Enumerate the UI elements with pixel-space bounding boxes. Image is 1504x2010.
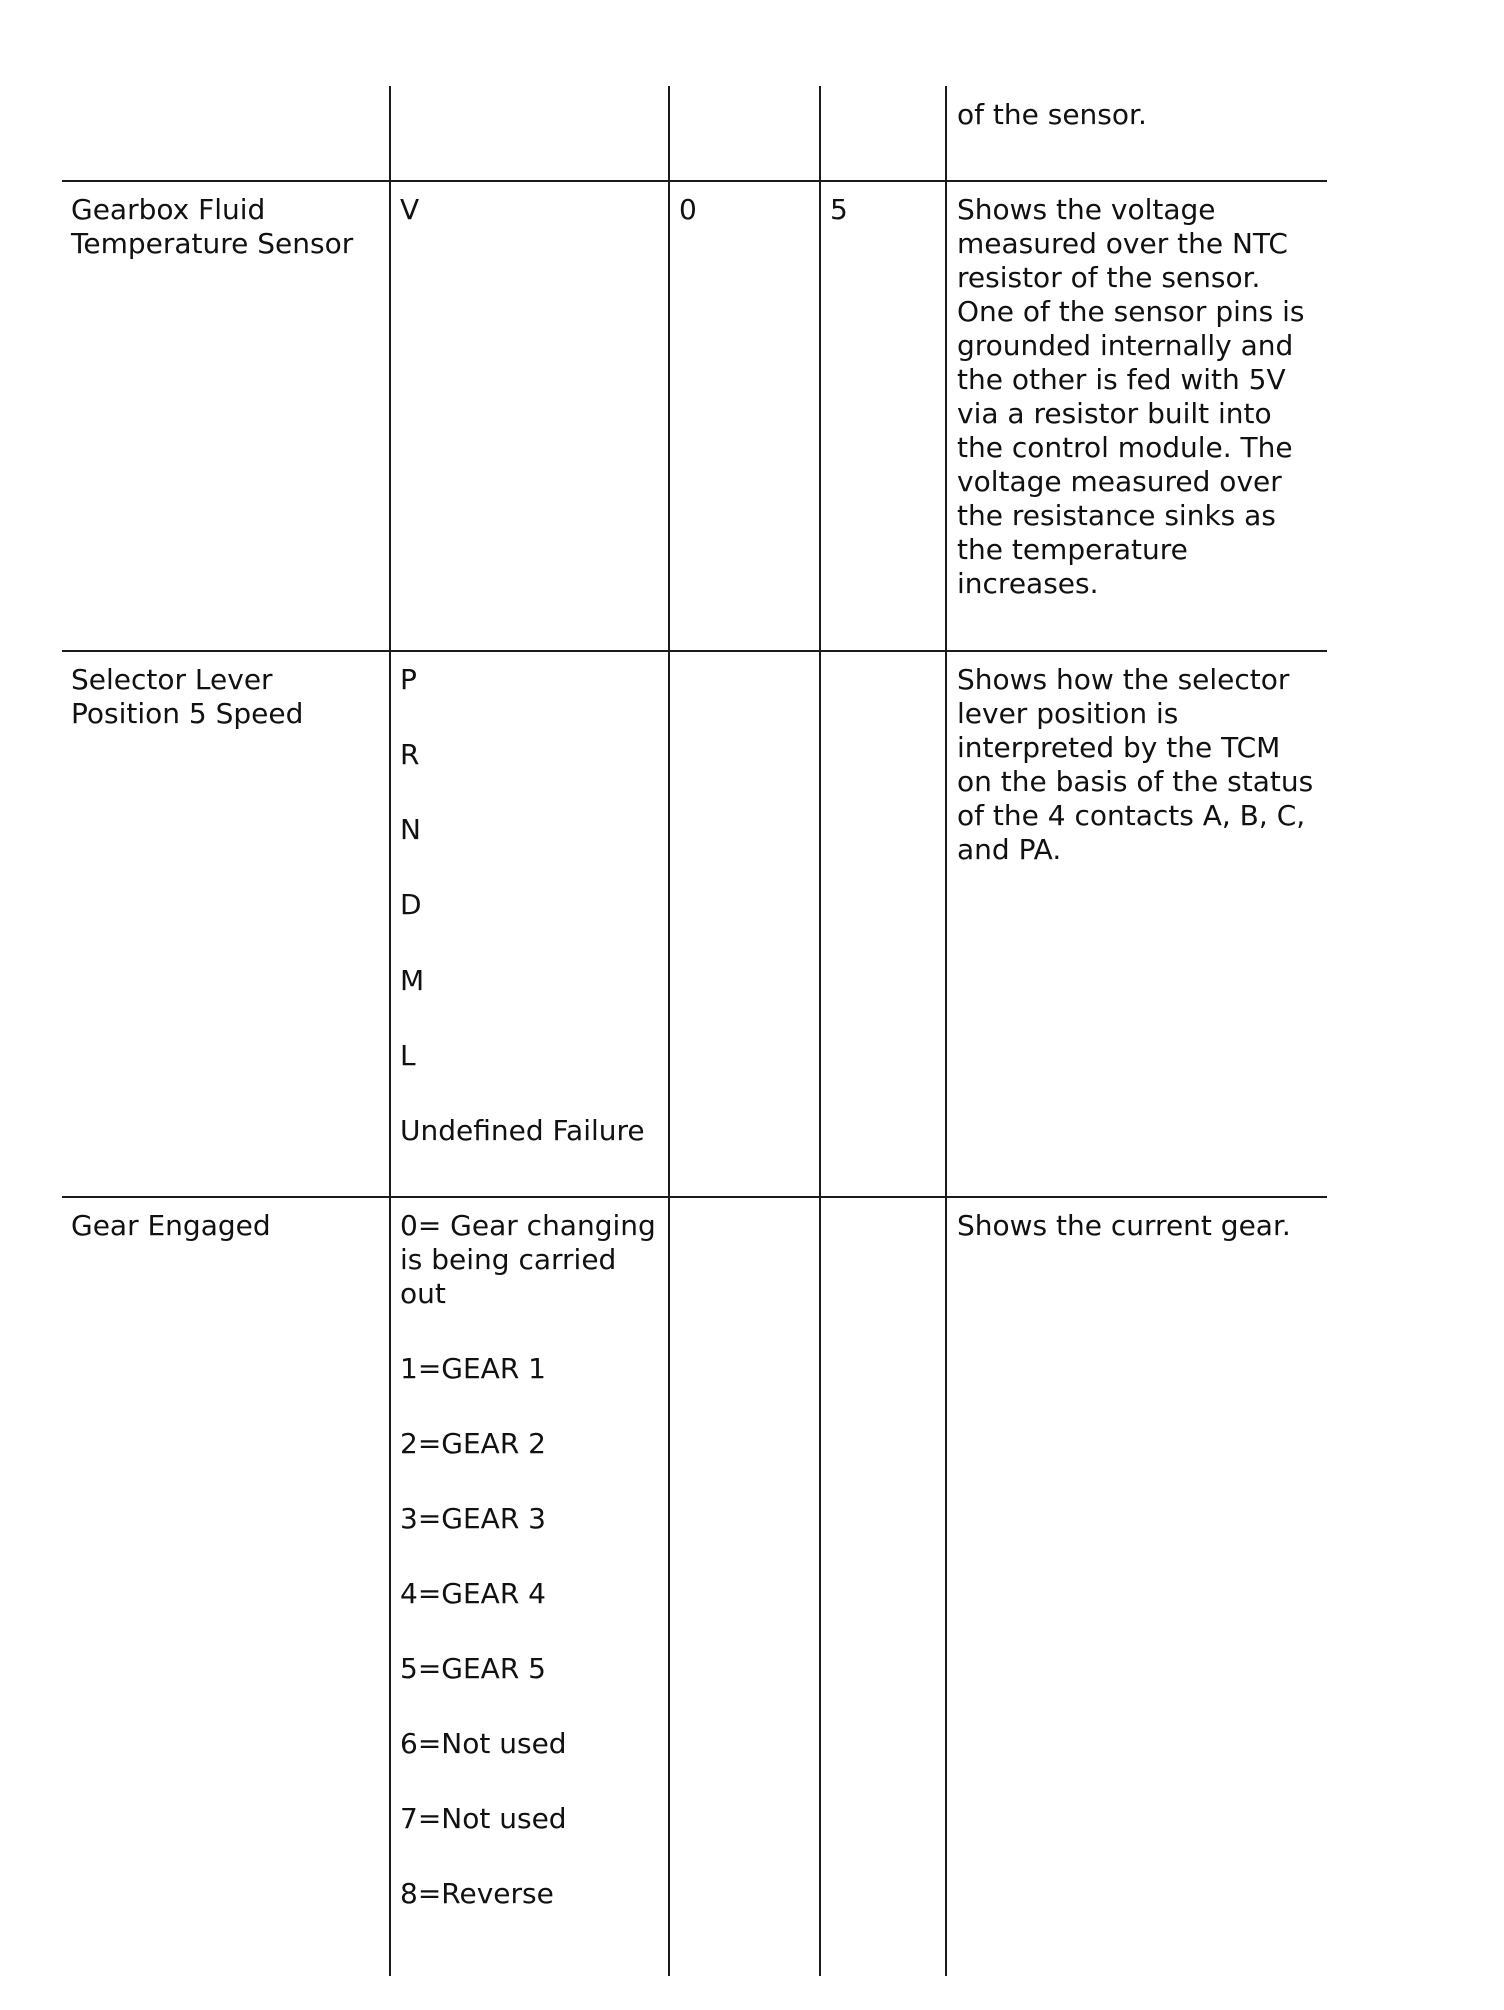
column-divider-4 [945, 86, 947, 1976]
row-3-description: Shows the current gear. [957, 1209, 1291, 1242]
row-2-option-l: L [400, 1039, 416, 1072]
row-2-option-m: M [400, 964, 425, 997]
row-divider-2 [62, 650, 1327, 652]
row-2-description: Shows how the selector lever position is interpreted by the TCM on the basis of the status of the 4 contacts A, B, C, and PA. [957, 663, 1314, 866]
row-3-option-7: 7=Not used [400, 1802, 567, 1835]
row-3-option-0: 0= Gear changing is being carried out [400, 1209, 656, 1310]
row-3-option-8: 8=Reverse [400, 1877, 554, 1910]
row-1-name: Gearbox Fluid Temperature Sensor [71, 193, 354, 260]
row-3-option-2: 2=GEAR 2 [400, 1427, 546, 1460]
row-3-option-5: 5=GEAR 5 [400, 1652, 546, 1685]
row-2-name: Selector Lever Position 5 Speed [71, 663, 304, 730]
row-3-option-3: 3=GEAR 3 [400, 1502, 546, 1535]
row-0-description: of the sensor. [957, 98, 1147, 131]
row-2-option-n: N [400, 813, 421, 846]
column-divider-2 [668, 86, 670, 1976]
row-1-description: Shows the voltage measured over the NTC resistor of the sensor. One of the sensor pins is grounded internally and the other is fed with 5V via a resistor built into the control module. The voltage measured over the resistance sinks as the temperature increases. [957, 193, 1305, 600]
column-divider-3 [819, 86, 821, 1976]
row-1-unit: V [400, 193, 420, 226]
row-2-option-d: D [400, 888, 422, 921]
row-2-option-p: P [400, 663, 417, 696]
row-1-max: 5 [830, 193, 848, 226]
row-3-option-6: 6=Not used [400, 1727, 567, 1760]
row-divider-1 [62, 180, 1327, 182]
row-3-option-4: 4=GEAR 4 [400, 1577, 546, 1610]
row-2-option-undefined-failure: Undefined Failure [400, 1114, 645, 1147]
row-divider-3 [62, 1196, 1327, 1198]
row-1-min: 0 [679, 193, 697, 226]
column-divider-1 [389, 86, 391, 1976]
row-3-option-1: 1=GEAR 1 [400, 1352, 546, 1385]
row-2-option-r: R [400, 738, 420, 771]
row-3-name: Gear Engaged [71, 1209, 271, 1242]
